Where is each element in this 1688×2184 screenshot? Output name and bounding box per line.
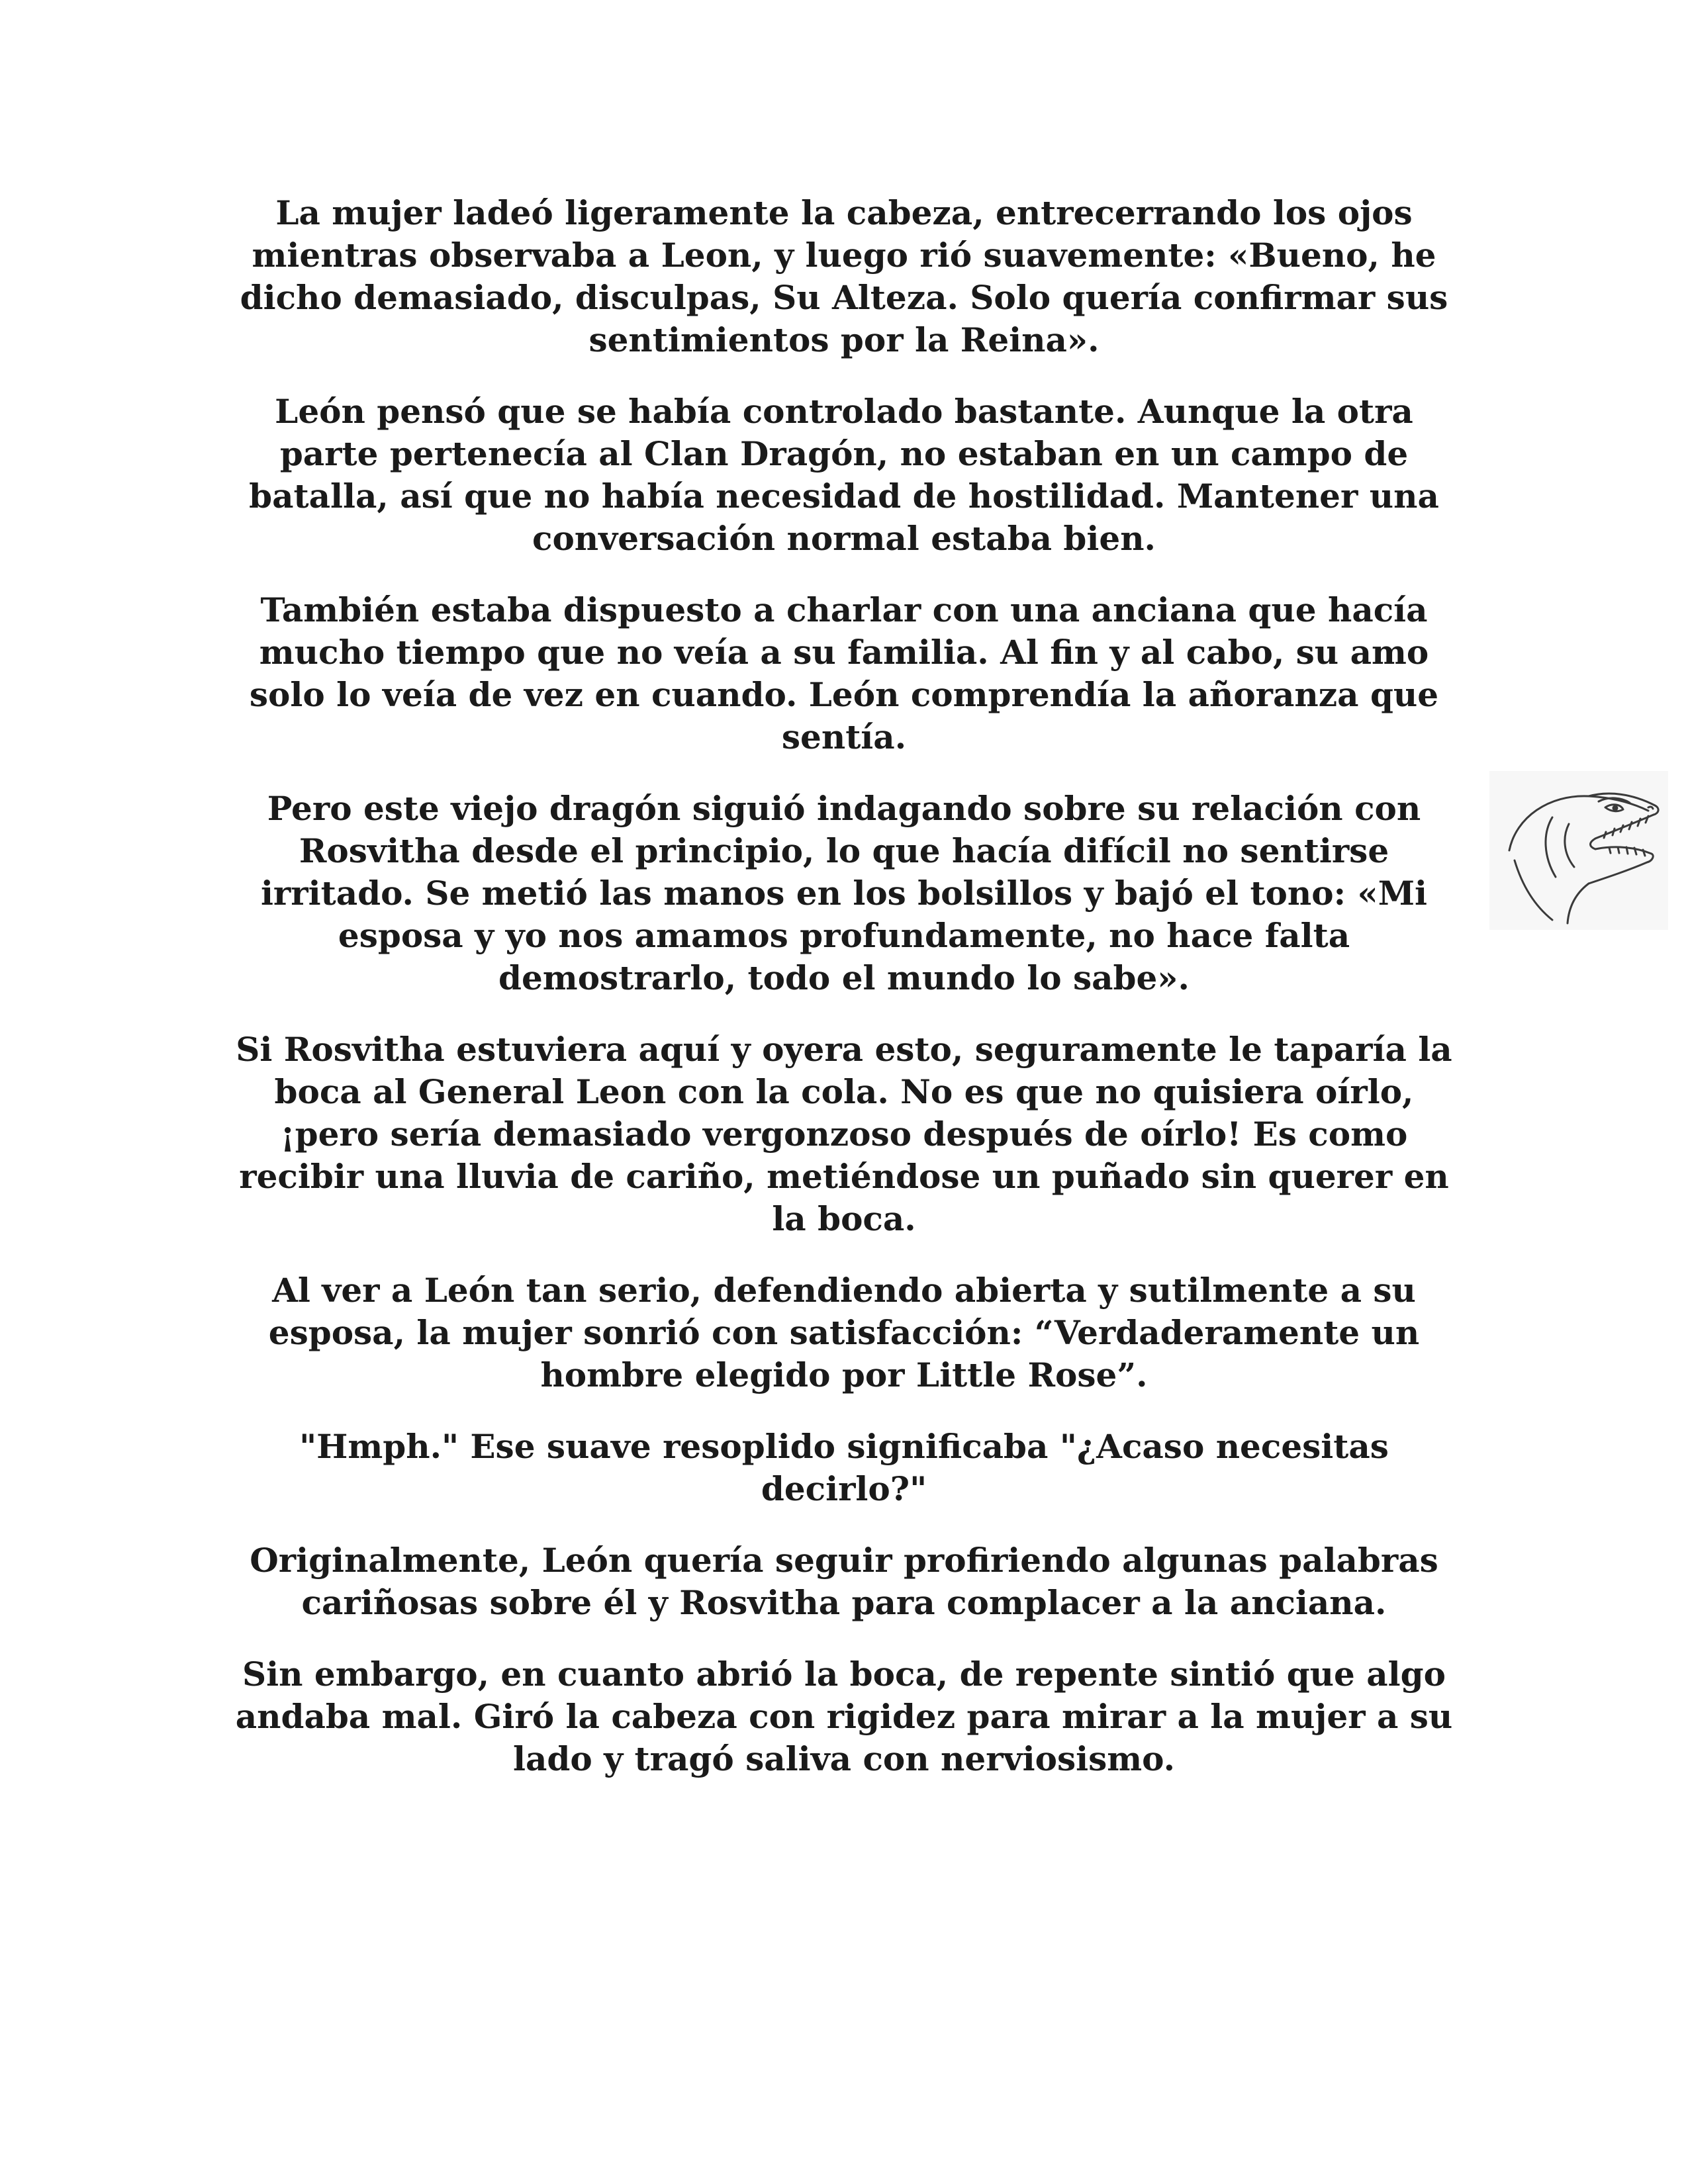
paragraph-1: La mujer ladeó ligeramente la cabeza, entrecerrando los ojos mientras observaba a Leon, y luego rió suavemente: «Bueno, he dicho demasiado, disculpas, Su Alteza. Solo quería confirmar sus sentimientos por la Reina». <box>240 193 1448 359</box>
dragon-head-sketch-icon <box>1489 771 1668 930</box>
paragraph-2: León pensó que se había controlado bastante. Aunque la otra parte pertenecía al Clan Dragón, no estaban en un campo de batalla, así que no había necesidad de hostilidad. Mantener una conversación normal estaba bien. <box>249 392 1439 558</box>
paragraph-7: "Hmph." Ese suave resoplido significaba "¿Acaso necesitas decirlo?" <box>299 1427 1389 1508</box>
paragraph-6: Al ver a León tan serio, defendiendo abierta y sutilmente a su esposa, la mujer sonrió con satisfacción: “Verdaderamente un hombre elegido por Little Rose”. <box>268 1271 1420 1394</box>
paragraph-9: Sin embargo, en cuanto abrió la boca, de repente sintió que algo andaba mal. Giró la cabeza con rigidez para mirar a la mujer a su lado y tragó saliva con nerviosismo. <box>235 1655 1453 1778</box>
paragraph-3: También estaba dispuesto a charlar con una anciana que hacía mucho tiempo que no veía a su familia. Al fin y al cabo, su amo solo lo veía de vez en cuando. León comprendía la añoranza que sentía. <box>249 590 1439 756</box>
story-text <box>225 192 1463 1780</box>
paragraph-8: Originalmente, León quería seguir profiriendo algunas palabras cariñosas sobre él y Rosvitha para complacer a la anciana. <box>250 1541 1438 1622</box>
paragraph-5: Si Rosvitha estuviera aquí y oyera esto, seguramente le taparía la boca al General Leon con la cola. No es que no quisiera oírlo, ¡pero sería demasiado vergonzoso después de oírlo! Es como recibir una lluvia de cariño, metiéndose un puñado sin querer en la boca. <box>236 1030 1452 1238</box>
paragraph-4: Pero este viejo dragón siguió indagando sobre su relación con Rosvitha desde el principio, lo que hacía difícil no sentirse irritado. Se metió las manos en los bolsillos y bajó el tono: «Mi esposa y yo nos amamos profundamente, no hace falta demostrarlo, todo el mundo lo sabe». <box>260 789 1428 997</box>
